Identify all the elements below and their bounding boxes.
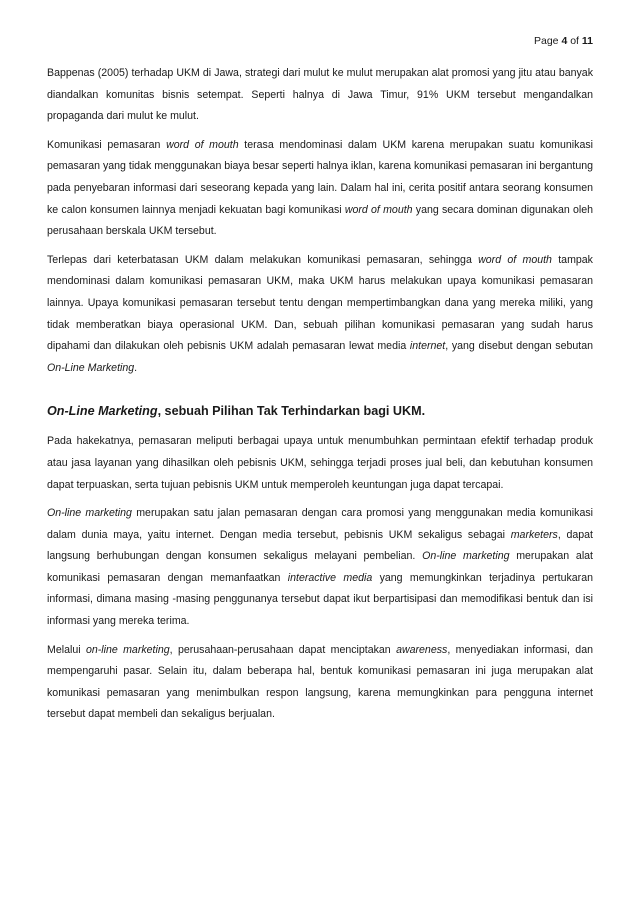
italic-term: interactive media — [287, 571, 373, 584]
italic-term: word of mouth — [478, 253, 552, 266]
italic-term: awareness — [396, 643, 448, 656]
text-run: Komunikasi pemasaran — [47, 138, 167, 151]
text-run: yang secara dominan digunakan oleh perusahaan berskala UKM tersebut. — [47, 203, 593, 238]
page-of: of — [570, 35, 579, 47]
text-run: tampak mendominasi dalam komunikasi pemasaran UKM, maka UKM harus melakukan upaya komunikasi pemasaran lainnya. Upaya komunikasi pemasaran tersebut tentu dengan mempertimbangkan dana yang mereka miliki, yang tidak memberatkan biaya operasional UKM. Dan, sebuah pilihan komunikasi pemasaran yang sudah harus dipahami dan dilakukan oleh pebisnis UKM adalah pemasaran lewat media — [47, 253, 593, 353]
italic-term: on-line marketing — [85, 643, 170, 656]
italic-term: On-line marketing — [47, 507, 132, 520]
text-run: . — [134, 361, 138, 374]
body-paragraph — [47, 250, 593, 380]
page-word: Page — [533, 35, 559, 47]
text-run: terasa mendominasi dalam UKM karena merupakan suatu komunikasi pemasaran yang tidak menggunakan biaya besar seperti halnya iklan, karena komunikasi pemasaran ini bergantung pada penyebaran informasi dari seseorang kepada yang lain. Dalam hal ini, cerita positif antara seorang konsumen ke calon konsumen lainnya menjadi kekuatan bagi komunikasi — [47, 138, 593, 216]
page-current: 4 — [561, 35, 568, 47]
body-paragraph — [47, 63, 593, 128]
body-paragraph — [47, 431, 593, 496]
body-section-2 — [47, 431, 593, 726]
text-run: Terlepas dari keterbatasan UKM dalam melakukan komunikasi pemasaran, sehingga — [47, 253, 479, 266]
body-section-1 — [47, 63, 593, 379]
text-run: , perusahaan-perusahaan dapat menciptakan — [169, 643, 397, 656]
italic-term: marketers — [510, 528, 558, 541]
italic-term: word of mouth — [166, 138, 239, 151]
text-run: Bappenas (2005) terhadap UKM di Jawa, strategi dari mulut ke mulut merupakan alat promosi yang jitu atau banyak diandalkan komunitas bisnis setempat. Seperti halnya di Jawa Timur, 91% UKM tersebut mengandalkan propaganda dari mulut ke mulut. — [47, 67, 593, 123]
section-heading — [47, 401, 593, 421]
body-paragraph — [47, 640, 593, 726]
section-gap — [47, 379, 593, 401]
body-paragraph — [47, 503, 593, 633]
page-number — [47, 34, 593, 48]
text-run: , yang disebut dengan sebutan — [445, 340, 593, 353]
text-run: merupakan alat komunikasi pemasaran dengan memanfaatkan — [47, 550, 594, 584]
italic-term: On-Line Marketing — [47, 361, 135, 374]
text-run: Pada hakekatnya, pemasaran meliputi berbagai upaya untuk menumbuhkan permintaan efektif terhadap produk atau jasa layanan yang dihasilkan oleh pebisnis UKM, sehingga terjadi proses jual beli, dan kebutuhan konsumen dapat terpuaskan, serta tujuan pebisnis UKM untuk memperoleh keuntungan juga dapat tercapai. — [47, 435, 593, 491]
page-total: 11 — [581, 35, 593, 47]
section-heading-rest: , sebuah Pilihan Tak Terhindarkan bagi UKM. — [157, 404, 426, 419]
text-run: merupakan satu jalan pemasaran dengan cara promosi yang menggunakan media komunikasi dalam dunia maya, yaitu internet. Dengan media tersebut, pebisnis UKM sekaligus sebagai — [47, 507, 594, 541]
italic-term: word of mouth — [344, 203, 413, 216]
body-paragraph — [47, 135, 593, 243]
italic-term: On-line marketing — [422, 550, 510, 563]
text-run: yang memungkinkan terjadinya pertukaran informasi, dimana masing -masing penggunanya tersebut dapat ikut berpartisipasi dan memodifikasi bentuk dan isi informasi yang mereka terima. — [47, 571, 593, 628]
text-run: Melalui — [47, 643, 86, 656]
document-page — [47, 34, 593, 726]
italic-term: internet — [409, 340, 446, 353]
text-run: , dapat langsung berhubungan dengan konsumen sekaligus melayani pembelian. — [47, 528, 593, 563]
text-run: , menyediakan informasi, dan mempengaruhi pasar. Selain itu, dalam beberapa hal, bentuk komunikasi pemasaran ini juga merupakan alat komunikasi pemasaran yang menimbulkan respon langsung, karena memungkinkan para pengguna internet tersebut dapat membeli dan sekaligus berjualan. — [47, 643, 593, 721]
section-heading-italic: On-Line Marketing — [47, 404, 158, 419]
